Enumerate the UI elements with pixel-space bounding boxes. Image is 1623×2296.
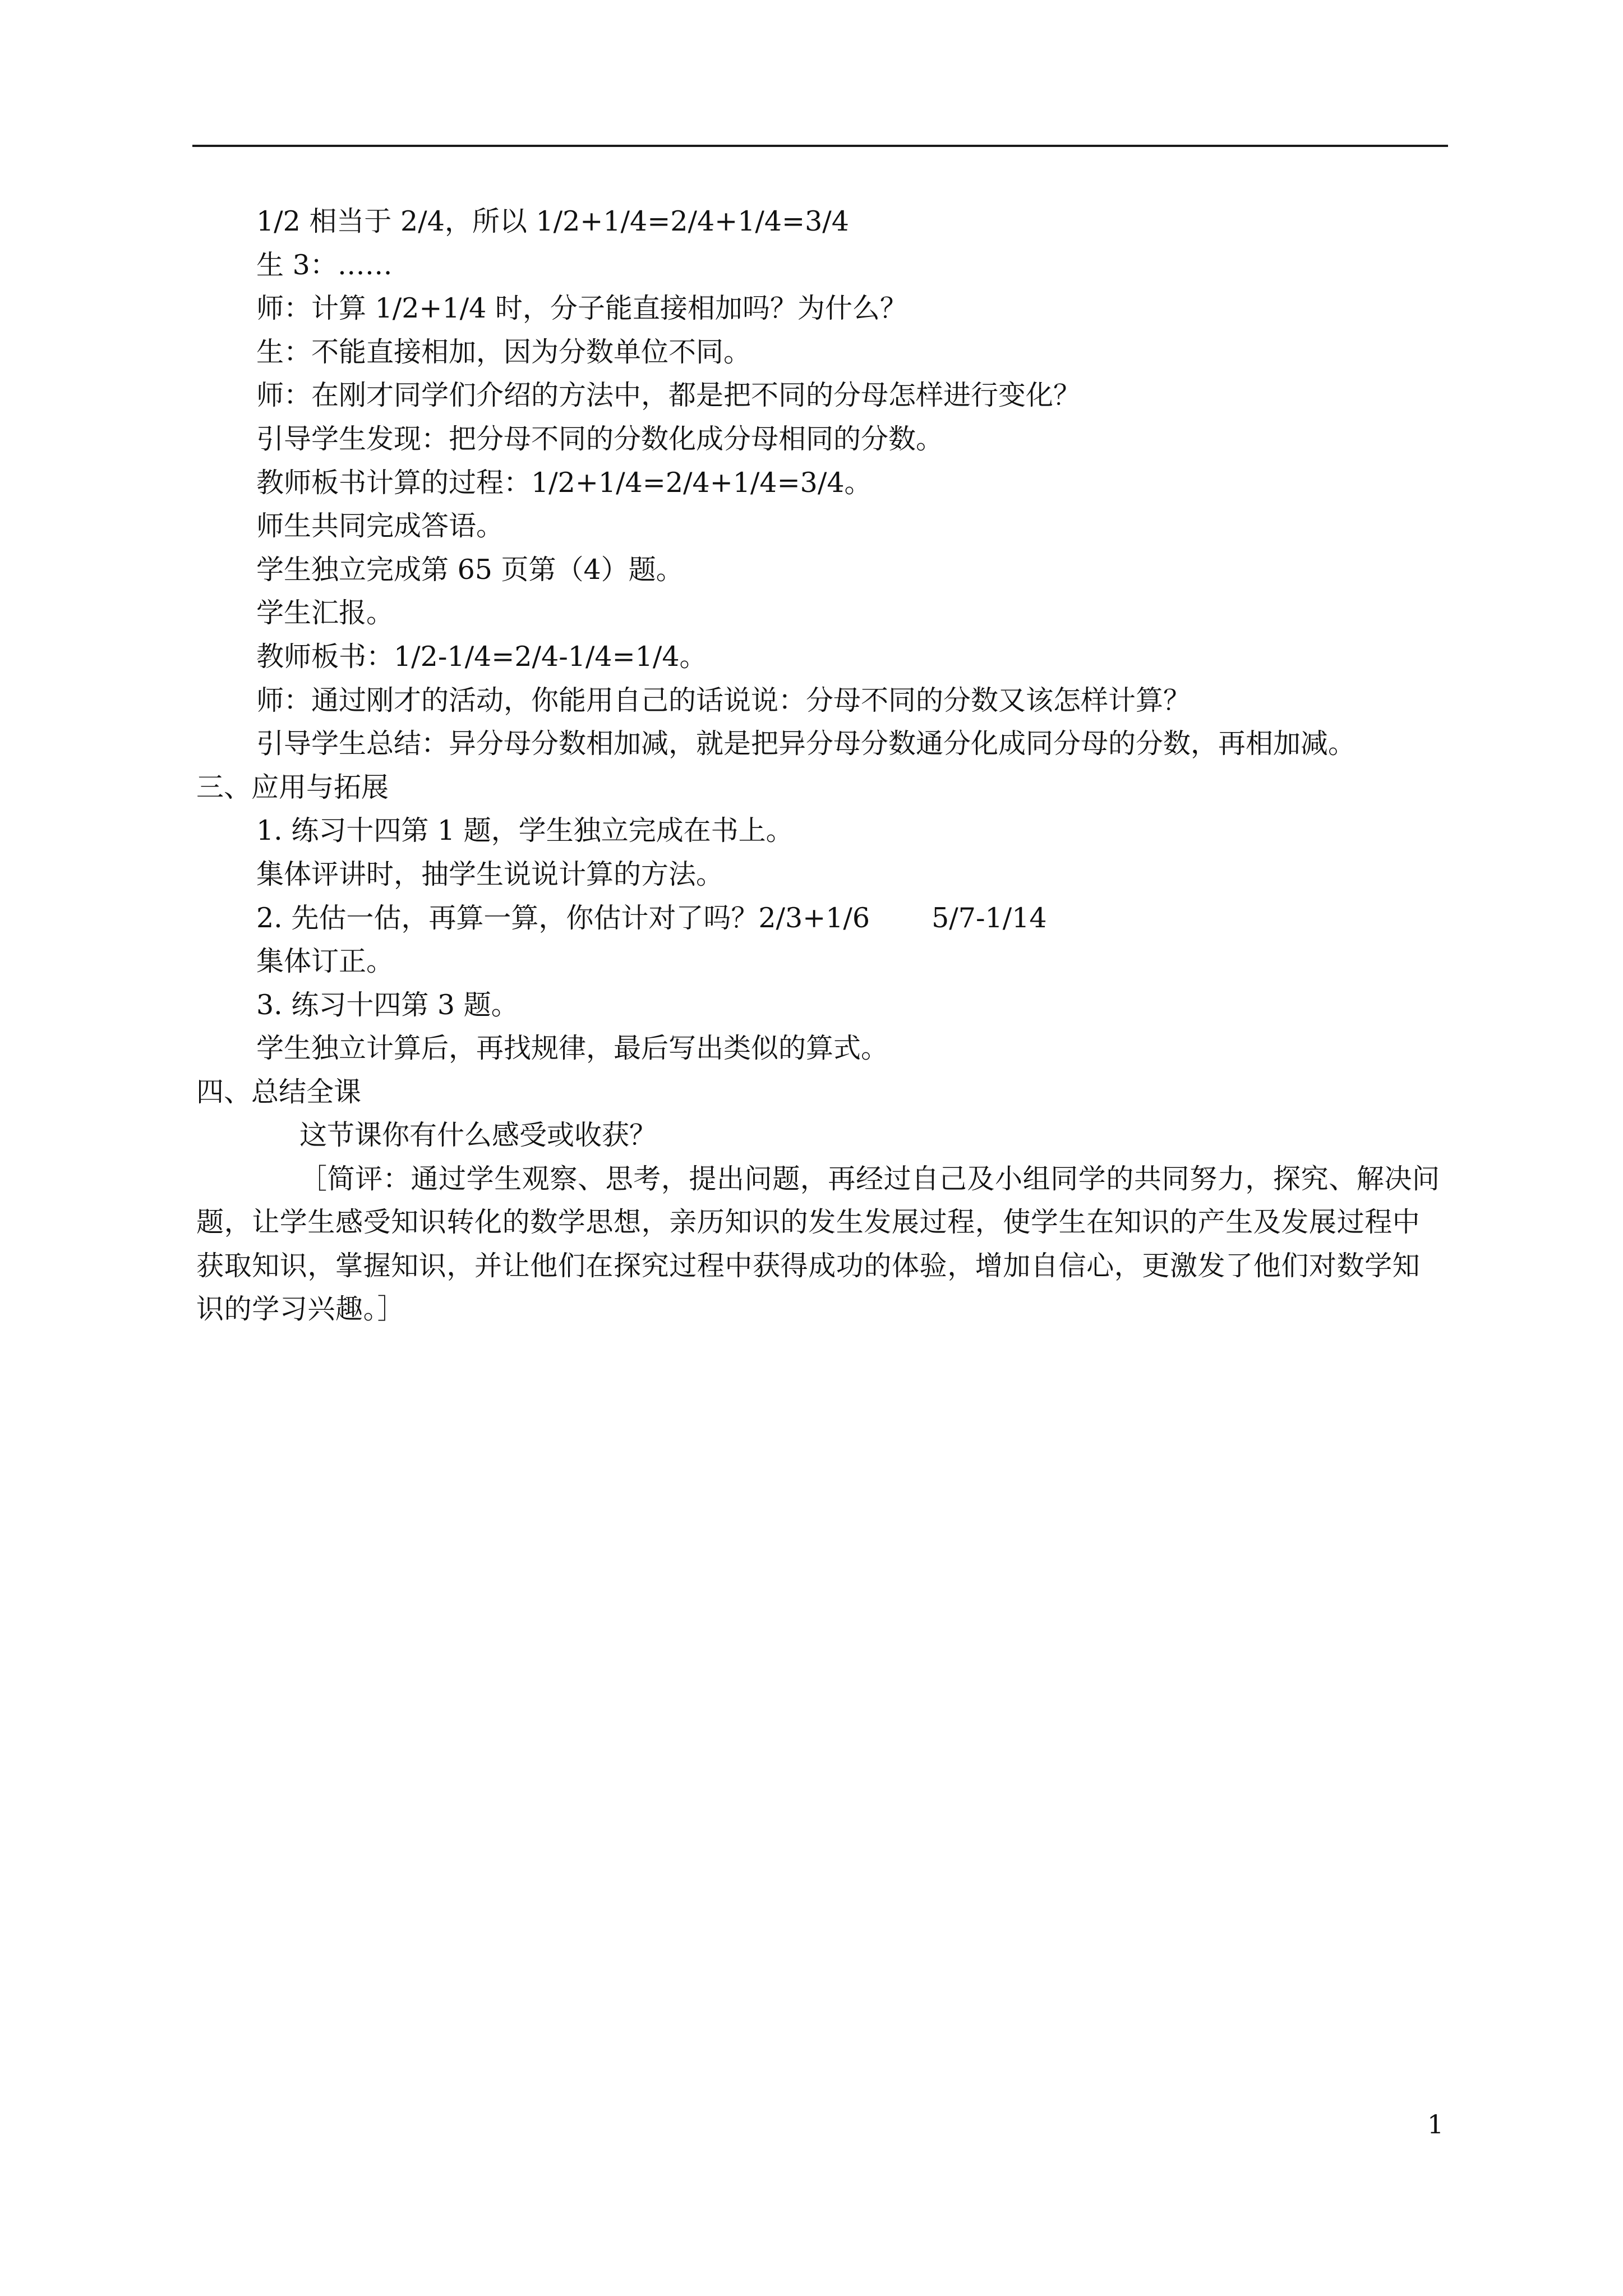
text-line: 教师板书计算的过程：1/2+1/4=2/4+1/4=3/4。 [256, 466, 872, 499]
section-heading: 三、应用与拓展 [196, 771, 389, 803]
text-line: 1. 练习十四第 1 题，学生独立完成在书上。 [256, 815, 794, 847]
comment-paragraph: ［简评：通过学生观察、思考，提出问题，再经过自己及小组同学的共同努力，探究、解决问题，让学生感受知识转化的数学思想，亲历知识的发生发展过程，使学生在知识的产生及发展过程中获取知识，掌握知识，并让他们在探究过程中获得成功的体验，增加自信心，更激发了他们对数学知识的学习兴趣。］ [196, 1163, 1440, 1326]
text-line: 教师板书：1/2-1/4=2/4-1/4=1/4。 [256, 640, 707, 673]
exercise-text: 2. 先估一估，再算一算，你估计对了吗？2/3+1/6 [256, 901, 870, 934]
text-line: 师：计算 1/2+1/4 时，分子能直接相加吗？为什么？ [256, 292, 907, 325]
text-line: 引导学生总结：异分母分数相加减，就是把异分母分数通分化成同分母的分数，再相加减。 [256, 728, 1356, 760]
header-rule [192, 145, 1448, 147]
section-heading: 四、总结全课 [196, 1075, 362, 1108]
text-line: 引导学生发现：把分母不同的分数化成分母相同的分数。 [256, 422, 944, 455]
text-line: 师：通过刚才的活动，你能用自己的话说说：分母不同的分数又该怎样计算？ [256, 684, 1191, 716]
text-line: 集体订正。 [256, 945, 394, 978]
text-line: 3. 练习十四第 3 题。 [256, 988, 519, 1021]
text-line: 学生独立计算后，再找规律，最后写出类似的算式。 [256, 1032, 889, 1065]
text-line: 集体评讲时，抽学生说说计算的方法。 [256, 858, 724, 890]
exercise-expression: 5/7-1/14 [932, 901, 1047, 934]
text-line: 学生汇报。 [256, 597, 394, 629]
text-line: 师：在刚才同学们介绍的方法中，都是把不同的分母怎样进行变化？ [256, 379, 1081, 412]
page-number: 1 [1427, 2109, 1444, 2139]
document-body [196, 200, 1447, 1331]
text-line: 师生共同完成答语。 [256, 510, 504, 542]
text-line [196, 896, 1447, 940]
text-line: 这节课你有什么感受或收获？ [299, 1119, 657, 1152]
text-line: 学生独立完成第 65 页第（4）题。 [256, 553, 684, 586]
text-line: 生：不能直接相加，因为分数单位不同。 [256, 335, 751, 368]
text-line: 生 3：…… [256, 249, 393, 281]
text-line: 1/2 相当于 2/4，所以 1/2+1/4=2/4+1/4=3/4 [256, 205, 849, 237]
